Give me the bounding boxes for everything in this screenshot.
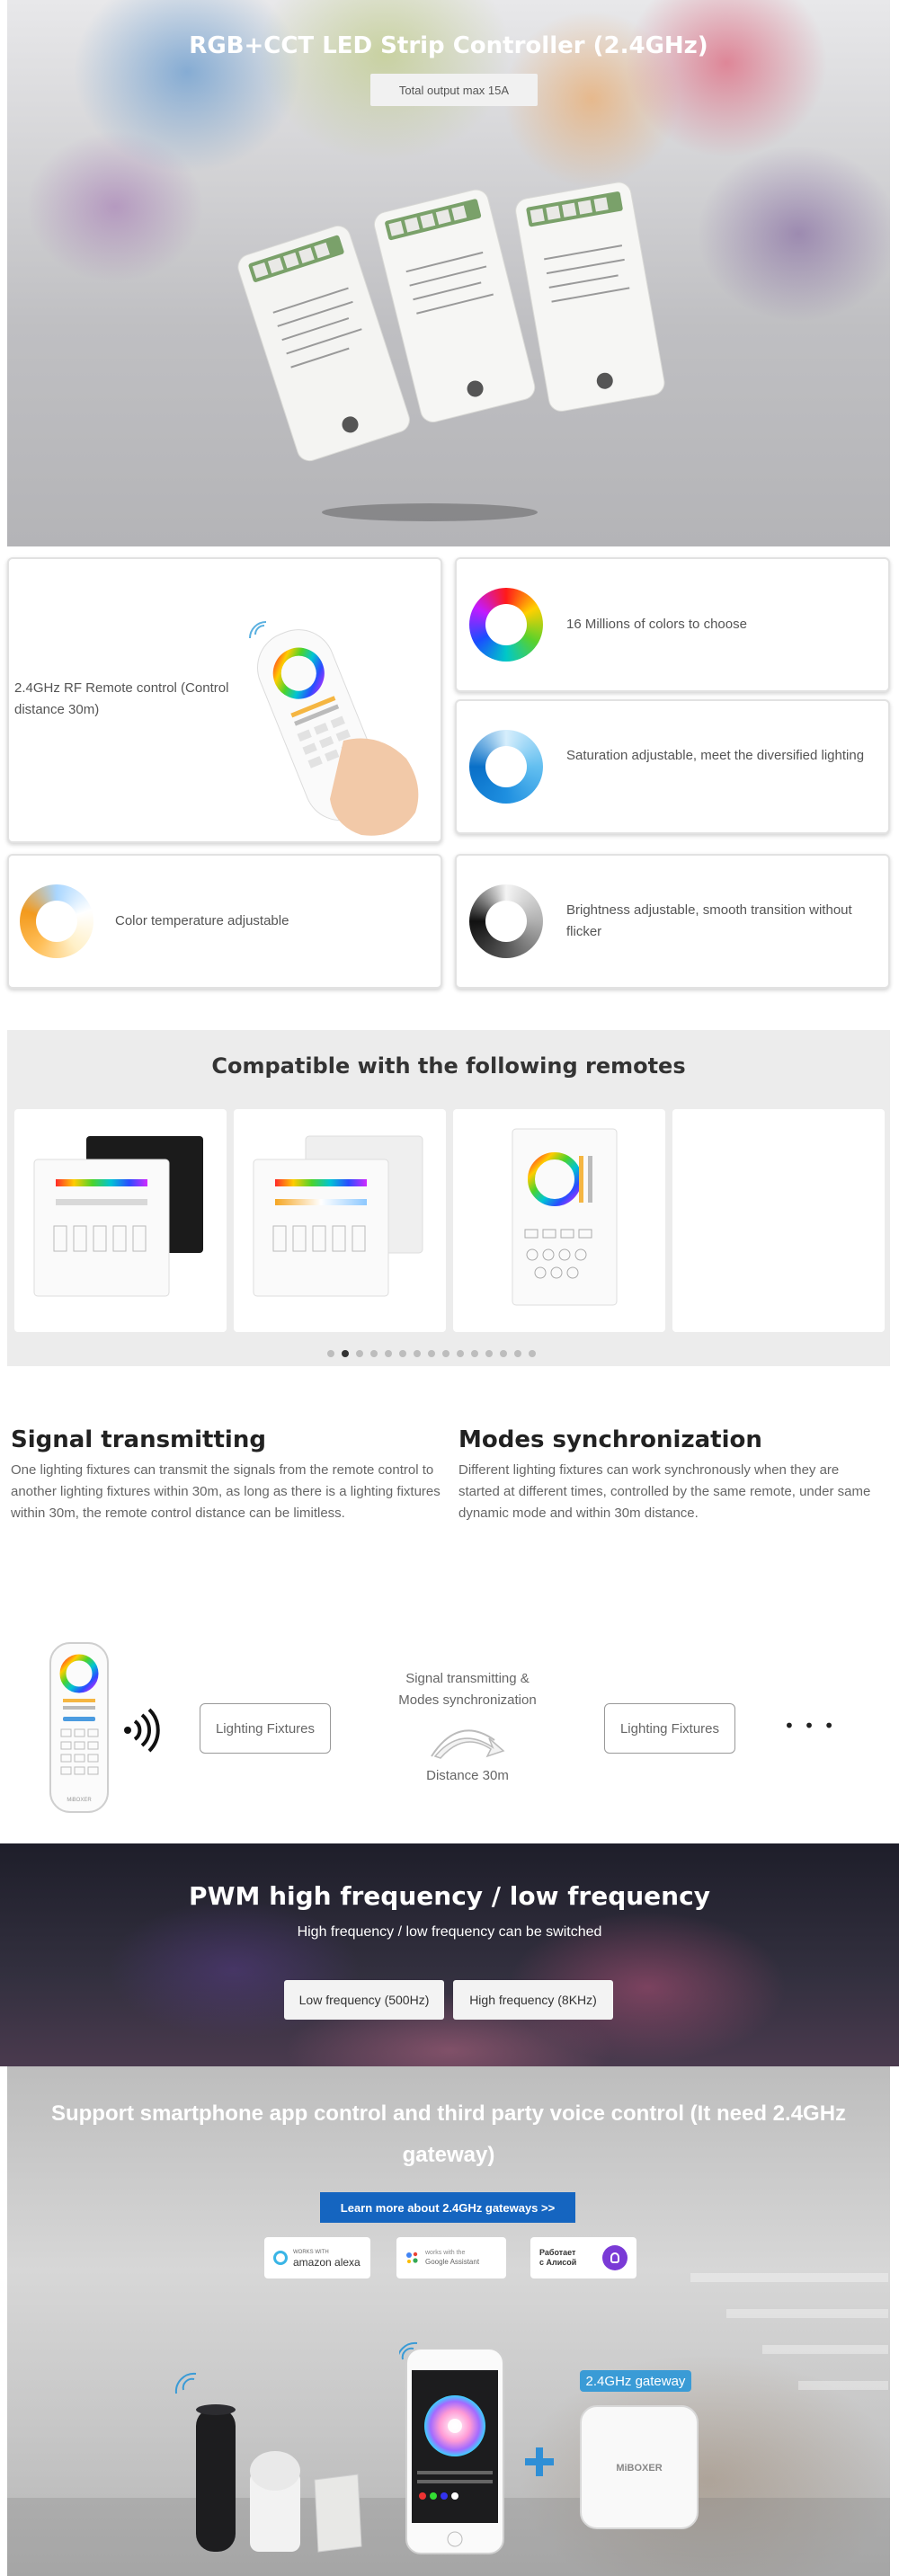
alice-badge [530, 2237, 636, 2278]
modes-body: Different lighting fixtures can work synchronously when they are started at different times, controlled by the same remote, under same dynamic mode and within 30m distance. [458, 1462, 871, 1521]
alice-line1: Работает [539, 2248, 576, 2257]
smartphone-app-image [399, 2336, 509, 2561]
app-control-banner [7, 2066, 890, 2576]
alexa-badge [264, 2237, 370, 2278]
google-small-text: works with the [425, 2250, 466, 2256]
carousel-dot[interactable] [327, 1350, 334, 1357]
carousel-dot[interactable] [414, 1350, 421, 1357]
carousel-dot[interactable] [356, 1350, 363, 1357]
google-text: Google Assistant [425, 2258, 480, 2266]
carousel-dot[interactable] [529, 1350, 536, 1357]
plus-icon [521, 2444, 557, 2480]
high-frequency-button[interactable]: High frequency (8KHz) [453, 1980, 613, 2020]
alexa-text: amazon alexa [293, 2256, 360, 2269]
learn-more-gateways-button[interactable]: Learn more about 2.4GHz gateways >> [320, 2192, 575, 2223]
signal-body: One lighting fixtures can transmit the signals from the remote control to another lighting fixtures within 30m, as long as there is a lighting fixtures within 30m, the remote control distance can be limitless. [11, 1462, 441, 1521]
compatible-remotes-carousel [7, 1030, 890, 1366]
remote-control-image [47, 1641, 113, 1816]
carousel-dot[interactable] [370, 1350, 378, 1357]
hero-banner [7, 0, 890, 546]
signal-heading: Signal transmitting [11, 1426, 266, 1453]
alexa-small-text: WORKS WITH [293, 2250, 329, 2255]
carousel-dot[interactable] [471, 1350, 478, 1357]
carousel-dot[interactable] [485, 1350, 493, 1357]
color-temperature-icon [20, 884, 93, 958]
carousel-slide[interactable] [234, 1109, 446, 1332]
gateway-image [572, 2397, 707, 2532]
wall-panel-remote-white-image [234, 1109, 446, 1332]
feature-card-saturation [455, 699, 890, 834]
app-control-title: Support smartphone app control and third party voice control (It need 2.4GHz gateway) [50, 2101, 847, 2167]
pwm-title: PWM high frequency / low frequency [189, 1881, 710, 1911]
feature-text-saturation: Saturation adjustable, meet the diversified lighting [566, 748, 865, 763]
feature-card-remote [7, 557, 442, 843]
lighting-fixture-box-b: Lighting Fixtures [604, 1703, 735, 1754]
distance-label: Distance 30m [426, 1768, 509, 1783]
carousel-dot[interactable] [514, 1350, 521, 1357]
more-ellipsis-icon: • • • [784, 1715, 837, 1737]
touch-panel-remote-image [453, 1109, 665, 1332]
feature-card-cct [7, 854, 442, 989]
remote-hand-image [245, 615, 442, 839]
carousel-dot[interactable] [385, 1350, 392, 1357]
carousel-dot[interactable] [399, 1350, 406, 1357]
output-badge: Total output max 15A [370, 74, 538, 106]
alice-line2: с Алисой [539, 2258, 577, 2267]
compatible-title: Compatible with the following remotes [211, 1053, 686, 1079]
carousel-slide[interactable] [672, 1109, 885, 1332]
carousel-dot[interactable] [342, 1350, 349, 1357]
modes-heading: Modes synchronization [458, 1426, 762, 1453]
wall-panel-remote-black-image [14, 1109, 227, 1332]
low-frequency-button[interactable]: Low frequency (500Hz) [284, 1980, 444, 2020]
signal-waves-icon [122, 1708, 162, 1753]
color-wheel-icon [469, 588, 543, 662]
carousel-slide[interactable] [14, 1109, 227, 1332]
gateway-label: 2.4GHz gateway [580, 2370, 691, 2392]
feature-text-colors: 16 Millions of colors to choose [566, 617, 747, 632]
google-assistant-icon [405, 2251, 420, 2265]
carousel-pagination [327, 1350, 536, 1357]
brightness-icon [469, 884, 543, 958]
carousel-dot[interactable] [442, 1350, 450, 1357]
carousel-dot[interactable] [457, 1350, 464, 1357]
remote-brand: MiBOXER [67, 1798, 92, 1803]
diagram-caption-line1: Signal transmitting & [405, 1671, 530, 1686]
feature-card-colors [455, 557, 890, 692]
carousel-slide[interactable] [453, 1109, 665, 1332]
pwm-subtitle: High frequency / low frequency can be switched [297, 1924, 602, 1940]
lighting-fixture-box-a: Lighting Fixtures [200, 1703, 331, 1754]
alice-icon [602, 2245, 628, 2270]
feature-text-remote: 2.4GHz RF Remote control (Control distance 30m) [14, 680, 229, 717]
diagram-caption-line2: Modes synchronization [398, 1692, 537, 1708]
gateway-brand: MiBOXER [616, 2463, 663, 2474]
carousel-dot[interactable] [500, 1350, 507, 1357]
feature-text-cct: Color temperature adjustable [115, 913, 289, 928]
google-assistant-badge [396, 2237, 506, 2278]
feature-text-brightness: Brightness adjustable, smooth transition without flicker [566, 902, 852, 939]
controller-product-image [232, 171, 699, 530]
hero-title: RGB+CCT LED Strip Controller (2.4GHz) [189, 32, 708, 59]
carousel-dot[interactable] [428, 1350, 435, 1357]
smart-speakers-image [171, 2363, 378, 2570]
pwm-banner [0, 1843, 899, 2066]
feature-card-brightness [455, 854, 890, 989]
curved-arrow-icon [426, 1717, 511, 1760]
alexa-icon [273, 2251, 288, 2265]
saturation-icon [469, 730, 543, 804]
